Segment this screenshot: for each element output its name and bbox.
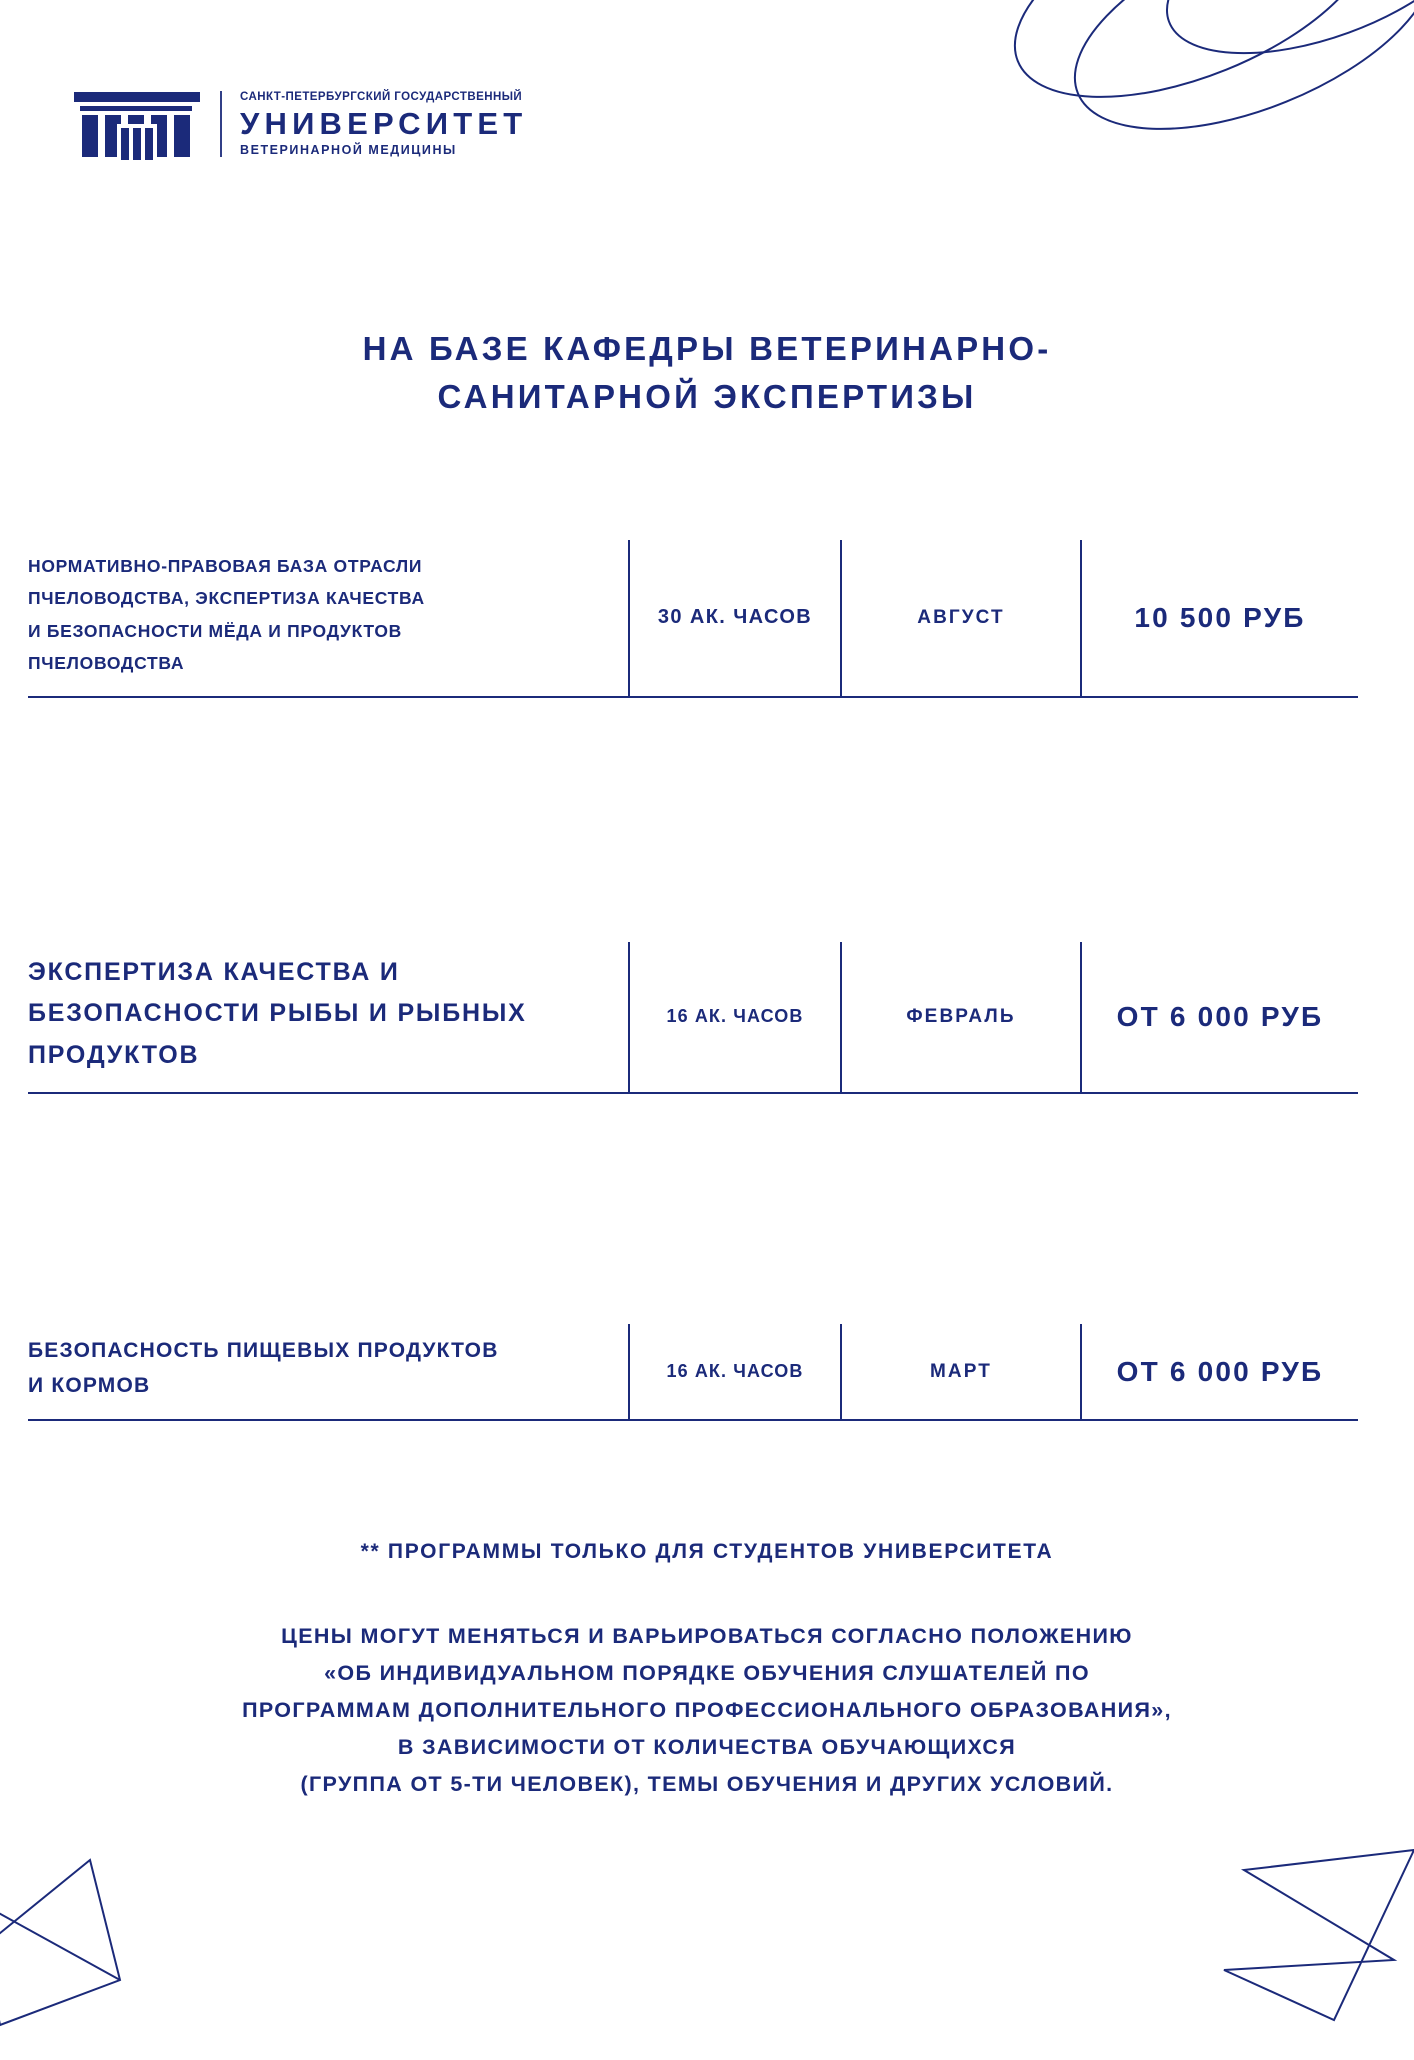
course-row [28,942,1358,1094]
course-month [840,1324,1080,1419]
university-columns-icon [72,88,202,160]
course-price-value: ОТ 6 000 РУБ [1116,1000,1324,1032]
course-name-line: ПЧЕЛОВОДСТВА [28,653,185,674]
course-name-line: И КОРМОВ [28,1373,151,1397]
course-name-line: НОРМАТИВНО-ПРАВОВАЯ БАЗА ОТРАСЛИ [28,556,423,576]
decorative-star-right-icon [1214,1840,1414,2060]
course-hours [628,540,840,696]
course-hours [628,1324,840,1419]
disclaimer-line: ЦЕНЫ МОГУТ МЕНЯТЬСЯ И ВАРЬИРОВАТЬСЯ СОГЛАСНО ПОЛОЖЕНИЮ [281,1624,1133,1648]
course-price-value: ОТ 6 000 РУБ [1116,1355,1324,1387]
page-title-line-2: САНИТАРНОЙ ЭКСПЕРТИЗЫ [437,377,977,415]
logo-line-1: САНКТ-ПЕТЕРБУРГСКИЙ ГОСУДАРСТВЕННЫЙ [240,90,523,103]
course-name-line: ПРОДУКТОВ [28,1040,200,1069]
course-hours-value: 16 АК. ЧАСОВ [666,1361,804,1382]
course-name-line: И БЕЗОПАСНОСТИ МЁДА И ПРОДУКТОВ [28,620,403,641]
course-month-value: ФЕВРАЛЬ [906,1005,1016,1027]
decorative-star-left-icon [0,1840,190,2040]
course-price [1080,540,1358,696]
course-month-value: АВГУСТ [917,606,1005,628]
course-price [1080,1324,1358,1419]
course-name-line: БЕЗОПАСНОСТЬ ПИЩЕВЫХ ПРОДУКТОВ [28,1339,499,1362]
students-only-note: ** ПРОГРАММЫ ТОЛЬКО ДЛЯ СТУДЕНТОВ УНИВЕРСИТЕТА [360,1540,1054,1563]
course-month [840,942,1080,1092]
course-hours-value: 30 АК. ЧАСОВ [657,606,813,629]
course-month [840,540,1080,696]
price-disclaimer [0,1618,1414,1803]
disclaimer-line: (ГРУППА ОТ 5-ТИ ЧЕЛОВЕК), ТЕМЫ ОБУЧЕНИЯ И ДРУГИХ УСЛОВИЙ. [300,1771,1114,1796]
page-title [0,325,1414,421]
course-row [28,540,1358,698]
logo-line-2: УНИВЕРСИТЕТ [240,106,528,141]
disclaimer-line: «ОБ ИНДИВИДУАЛЬНОМ ПОРЯДКЕ ОБУЧЕНИЯ СЛУШАТЕЛЕЙ ПО [324,1660,1090,1685]
course-price-value: 10 500 РУБ [1134,601,1306,633]
course-name [28,540,628,696]
page-title-line-1: НА БАЗЕ КАФЕДРЫ ВЕТЕРИНАРНО- [362,330,1052,367]
university-logo [72,88,527,160]
course-month-value: МАРТ [930,1360,992,1382]
course-name-line: ЭКСПЕРТИЗА КАЧЕСТВА И [28,958,400,986]
course-hours-value: 16 АК. ЧАСОВ [666,1006,804,1027]
course-name-line: БЕЗОПАСНОСТИ РЫБЫ И РЫБНЫХ [28,999,527,1028]
course-row [28,1324,1358,1421]
course-hours [628,942,840,1092]
disclaimer-line: ПРОГРАММАМ ДОПОЛНИТЕЛЬНОГО ПРОФЕССИОНАЛЬНОГО ОБРАЗОВАНИЯ», [242,1697,1172,1722]
course-name [28,1324,628,1419]
course-name [28,942,628,1092]
decorative-ellipses-icon [894,0,1414,230]
disclaimer-line: В ЗАВИСИМОСТИ ОТ КОЛИЧЕСТВА ОБУЧАЮЩИХСЯ [397,1734,1017,1759]
logo-divider [220,91,222,157]
course-price [1080,942,1358,1092]
course-name-line: ПЧЕЛОВОДСТВА, ЭКСПЕРТИЗА КАЧЕСТВА [28,588,425,609]
logo-line-3: ВЕТЕРИНАРНОЙ МЕДИЦИНЫ [240,143,457,157]
